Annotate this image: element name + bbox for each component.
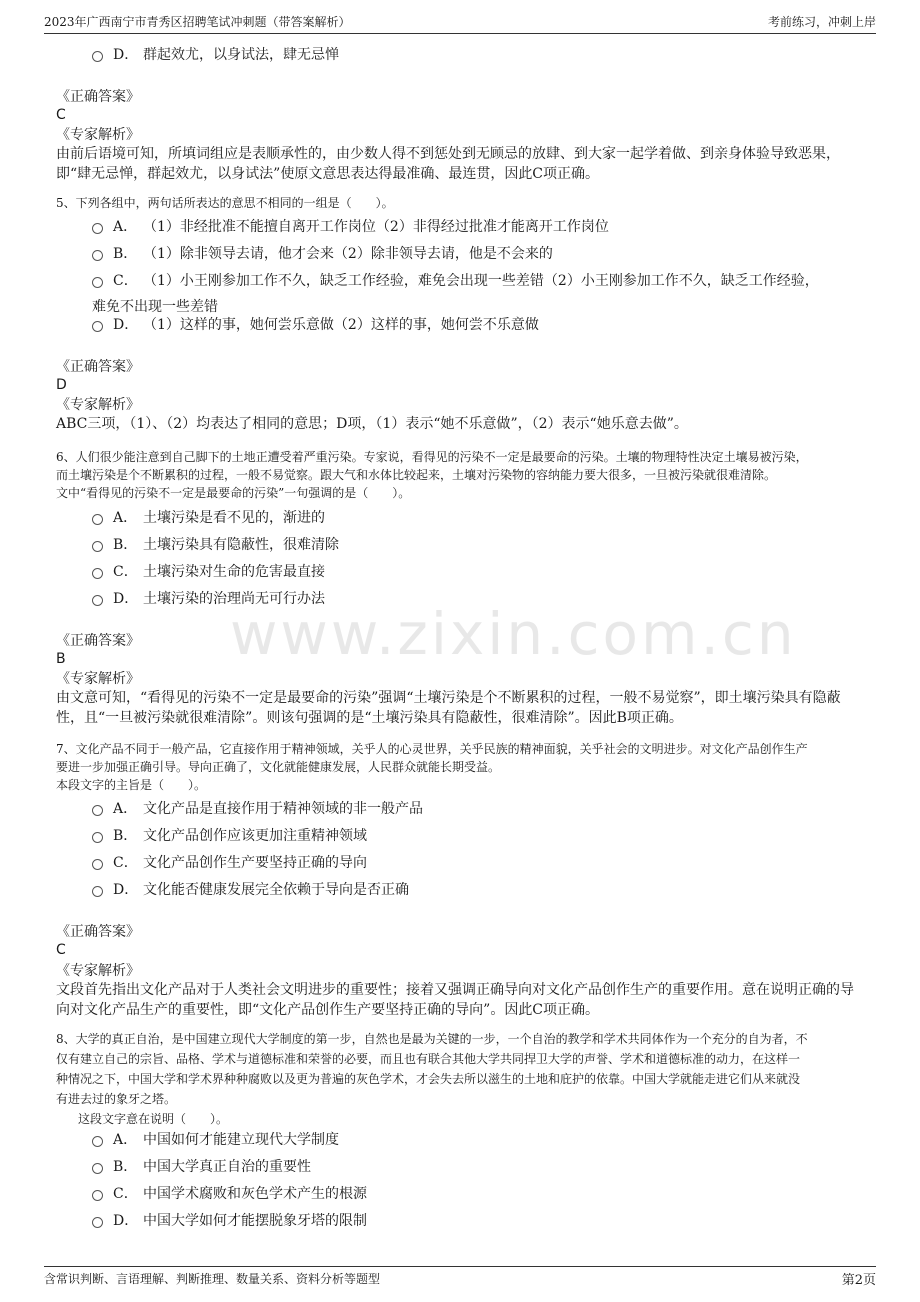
q7-option-c[interactable] [92,850,862,876]
q7-explain-label: 《专家解析》 [56,963,140,979]
q6-explain-label: 《专家解析》 [56,671,140,687]
q6-stem-line2: 而土壤污染是个不断累积的过程，一般不易觉察。跟大气和水体比较起来，土壤对污染物的容纳能力要大很多，一旦被污染就很难清除。 [56,468,777,482]
q8-stem-line1: 8、大学的真正自治，是中国建立现代大学制度的第一步，自然也是最为关键的一步，一个自治的教学和学术共同体作为一个充分的自为者，不 [56,1032,808,1046]
radio-icon[interactable] [92,1217,103,1228]
q6-option-b[interactable] [92,532,862,558]
option-text-continued: 难免不出现一些差错 [92,299,218,315]
page-footer [44,1266,876,1289]
option-letter: B． [113,246,138,262]
radio-icon[interactable] [92,1136,103,1147]
option-text: 文化产品创作应该更加注重精神领域 [143,828,367,844]
header-slogan: 考前练习，冲刺上岸 [767,15,876,29]
q8-option-b[interactable] [92,1154,862,1180]
q5-option-b[interactable] [92,241,862,267]
option-text: （1）非经批准不能擅自离开工作岗位（2）非得经过批准才能离开工作岗位 [143,219,609,235]
radio-icon[interactable] [92,859,103,870]
option-letter: D． [113,1213,139,1229]
radio-icon[interactable] [92,321,103,332]
q8-option-c[interactable] [92,1181,862,1207]
option-text: （1）小王刚参加工作不久，缺乏工作经验，难免会出现一些差错（2）小王刚参加工作不久，缺乏工作经验， [143,273,819,289]
radio-icon[interactable] [92,541,103,552]
option-text: 群起效尤，以身试法，肆无忌惮 [143,47,339,63]
header-title: 2023年广西南宁市青秀区招聘笔试冲刺题（带答案解析） [44,15,351,29]
q4-answer: C [56,107,66,123]
option-letter: A． [113,510,138,526]
option-letter: C． [113,273,138,289]
q7-answer-label: 《正确答案》 [56,924,140,940]
option-letter: A． [113,219,138,235]
radio-icon[interactable] [92,51,103,62]
q8-option-a[interactable] [92,1127,862,1153]
q8-stem-line2: 仅有建立自己的宗旨、品格、学术与道德标准和荣誉的必要，而且也有联合其他大学共同捍卫大学的声誉、学术和道德标准的动力，在这样一 [56,1052,801,1066]
option-text: （1）这样的事，她何尝乐意做（2）这样的事，她何尝不乐意做 [143,317,539,333]
q7-option-a[interactable] [92,796,862,822]
option-text: 中国大学如何才能摆脱象牙塔的限制 [143,1213,367,1229]
q6-answer-label: 《正确答案》 [56,633,140,649]
option-letter: B． [113,1159,138,1175]
radio-icon[interactable] [92,1190,103,1201]
q7-answer: C [56,942,66,958]
option-letter: C． [113,855,138,871]
option-letter: D． [113,882,139,898]
q7-stem-line3: 本段文字的主旨是（ ）。 [56,778,207,792]
option-letter: D． [113,47,139,63]
q5-explanation: ABC三项，（1）、（2）均表达了相同的意思；D项，（1）表示“她不乐意做”，（2）表示“她乐意去做”。 [56,416,688,432]
option-letter: A． [113,801,138,817]
option-text: （1）除非领导去请，他才会来（2）除非领导去请，他是不会来的 [143,246,553,262]
option-text: 中国大学真正自治的重要性 [143,1159,311,1175]
q8-stem-line4: 有进去过的象牙之塔。 [56,1092,177,1106]
q4-explanation: 由前后语境可知，所填词组应是表顺承性的，由少数人得不到惩处到无顾忌的放肆、到大家一起学着做、到亲身体验导致恶果，即“肆无忌惮，群起效尤，以身试法”使原文意思表达得最准确、最连贯，因此C项正确。 [56,146,840,182]
option-text: 土壤污染的治理尚无可行办法 [143,591,325,607]
option-text: 中国如何才能建立现代大学制度 [143,1132,339,1148]
q5-answer-label: 《正确答案》 [56,359,140,375]
q7-option-d[interactable] [92,877,862,903]
option-text: 土壤污染是看不见的，渐进的 [143,510,325,526]
q5-stem: 5、下列各组中，两句话所表达的意思不相同的一组是（ ）。 [56,196,394,210]
footer-note: 含常识判断、言语理解、判断推理、数量关系、资料分析等题型 [44,1271,381,1286]
q4-explain-label: 《专家解析》 [56,127,140,143]
page-header [44,10,876,34]
q6-explanation: 由文意可知，“看得见的污染不一定是最要命的污染”强调“土壤污染是个不断累积的过程，一般不易觉察”，即土壤污染具有隐蔽性，且“一旦被污染就很难清除”。则该句强调的是“土壤污染具有隐蔽性，很难清除”。因此B项正确。 [56,690,841,726]
q5-option-a[interactable] [92,214,862,240]
radio-icon[interactable] [92,805,103,816]
q6-option-a[interactable] [92,505,862,531]
q8-option-d[interactable] [92,1208,862,1234]
q5-explain-label: 《专家解析》 [56,397,140,413]
option-letter: D． [113,591,139,607]
option-text: 文化产品创作生产要坚持正确的导向 [143,855,367,871]
option-text: 文化能否健康发展完全依赖于导向是否正确 [143,882,409,898]
option-letter: B． [113,828,138,844]
radio-icon[interactable] [92,568,103,579]
q5-option-d[interactable] [92,312,862,338]
q8-stem-line5: 这段文字意在说明（ ）。 [78,1112,229,1126]
radio-icon[interactable] [92,277,103,288]
option-text: 文化产品是直接作用于精神领域的非一般产品 [143,801,423,817]
option-text: 土壤污染具有隐蔽性，很难清除 [143,537,339,553]
radio-icon[interactable] [92,250,103,261]
q6-stem-line1: 6、人们很少能注意到自己脚下的土地正遭受着严重污染。专家说，看得见的污染不一定是最要命的污染。土壤的物理特性决定土壤易被污染， [56,450,808,464]
radio-icon[interactable] [92,886,103,897]
option-letter: C． [113,1186,138,1202]
radio-icon[interactable] [92,223,103,234]
q6-answer: B [56,651,66,667]
q7-stem-line2: 要进一步加强正确引导。导向正确了，文化就能健康发展，人民群众就能长期受益。 [56,760,501,774]
option-letter: B． [113,537,138,553]
watermark: www.zixin.com.cn [230,600,797,668]
option-text: 土壤污染对生命的危害最直接 [143,564,325,580]
q4-option-d[interactable] [92,42,862,68]
radio-icon[interactable] [92,595,103,606]
q6-option-d[interactable] [92,586,862,612]
radio-icon[interactable] [92,832,103,843]
q6-option-c[interactable] [92,559,862,585]
q4-answer-label: 《正确答案》 [56,89,140,105]
option-letter: A． [113,1132,138,1148]
q8-stem-line3: 种情况之下，中国大学和学术界种种腐败以及更为普遍的灰色学术，才会失去所以滋生的土地和庇护的依靠。中国大学就能走进它们从来就没 [56,1072,801,1086]
q7-stem-line1: 7、文化产品不同于一般产品，它直接作用于精神领域，关乎人的心灵世界，关乎民族的精神面貌，关乎社会的文明进步。对文化产品创作生产 [56,742,808,756]
option-letter: C． [113,564,138,580]
q7-explanation: 文段首先指出文化产品对于人类社会文明进步的重要性；接着又强调正确导向对文化产品创作生产的重要作用。意在说明正确的导向对文化产品生产的重要性，即“文化产品创作生产要坚持正确的导向”。因此C项正确。 [56,982,854,1018]
page-number: 第2页 [841,1272,876,1288]
option-letter: D． [113,317,139,333]
option-text: 中国学术腐败和灰色学术产生的根源 [143,1186,367,1202]
q7-option-b[interactable] [92,823,862,849]
radio-icon[interactable] [92,1163,103,1174]
radio-icon[interactable] [92,514,103,525]
q5-answer: D [56,377,67,393]
q6-stem-line3: 文中“看得见的污染不一定是最要命的污染”一句强调的是（ ）。 [56,486,411,500]
